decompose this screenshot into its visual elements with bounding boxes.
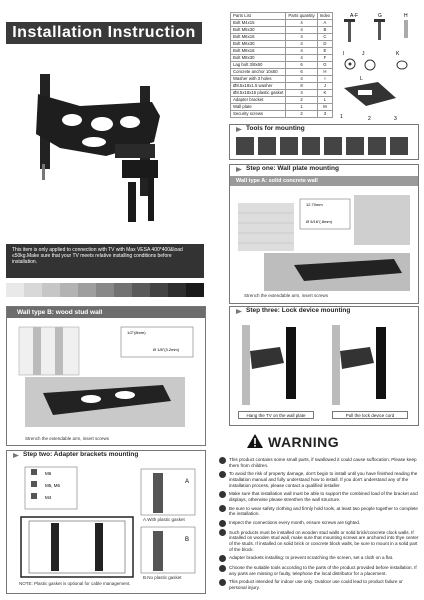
table-row	[231, 111, 333, 118]
warning-item	[219, 457, 419, 468]
table-cell: I	[317, 76, 333, 83]
warning-item	[219, 506, 419, 517]
warning-text: Inspect the connections every month, ensure screws are tighted.	[229, 520, 361, 526]
table-cell: K	[317, 90, 333, 97]
table-cell: 4	[286, 76, 317, 83]
warning-list	[219, 457, 419, 594]
table-row	[231, 104, 333, 111]
table-cell: H	[317, 69, 333, 76]
parts-table-body	[231, 20, 333, 118]
hardware-label: J	[362, 51, 365, 57]
warning-text: Choose the suitable tools according to the parts of the product provided before installation. If any parts are missing or faulty, telephone the local distributor for a placement.	[229, 565, 417, 576]
hardware-label: G	[378, 13, 382, 19]
dimension-label: 1/2"(8mm)	[127, 330, 146, 335]
warning-title: WARNING	[268, 434, 340, 450]
swatch	[186, 283, 204, 297]
swatch	[24, 283, 42, 297]
table-row	[231, 69, 333, 76]
swatch	[132, 283, 150, 297]
bullet-icon	[219, 529, 226, 536]
step-three-caption-right: Pull the lock device cord	[332, 411, 408, 419]
table-cell: Adapter bracket	[231, 97, 286, 104]
warning-text: This product contains some small parts, if swallowed it could cause suffocation. Please keep them from children.	[229, 457, 417, 468]
swatch	[96, 283, 114, 297]
table-cell: Bolt M4x15	[231, 20, 286, 27]
wall-type-a-label: Wall type A: solid concrete wall	[230, 176, 418, 186]
tool-icon	[346, 137, 364, 155]
swatch	[168, 283, 186, 297]
warning-item	[219, 530, 419, 552]
table-cell: A	[317, 20, 333, 27]
wood-stud-diagram	[13, 321, 201, 433]
table-row	[231, 27, 333, 34]
step-three-caption-left: Hang the TV on the wall plate	[238, 411, 314, 419]
table-row	[231, 55, 333, 62]
hardware-label: I	[343, 51, 345, 57]
table-cell: 4	[286, 90, 317, 97]
table-row	[231, 20, 333, 27]
hardware-label: 2	[368, 116, 371, 122]
option-a-marker: A	[185, 479, 190, 485]
swatch	[150, 283, 168, 297]
swatch	[114, 283, 132, 297]
table-cell: Bolt M6x30	[231, 41, 286, 48]
table-cell: L	[317, 97, 333, 104]
table-cell: 4	[286, 41, 317, 48]
table-cell: Wall plate	[231, 104, 286, 111]
swatch	[42, 283, 60, 297]
dimension-label: 12.70mm	[306, 202, 323, 207]
table-row	[231, 48, 333, 55]
table-cell: G	[317, 62, 333, 69]
table-cell: 2	[286, 111, 317, 118]
warning-icon	[246, 433, 264, 449]
bullet-icon	[219, 471, 226, 478]
swatch	[6, 283, 24, 297]
table-header-row	[231, 13, 333, 20]
tool-icon	[302, 137, 320, 155]
hardware-label: 1	[340, 114, 343, 120]
table-cell: M	[317, 104, 333, 111]
warning-text: This product intended for indoor use only. Outdoor use could lead to product failure or personal injury.	[229, 579, 403, 590]
warning-text: Make sure that installation wall must be able to support the combined load of the bracket and displays, otherwise please strenthen the wall structure.	[229, 491, 418, 502]
warning-text: To avoid the risk of property damage, don't begin to install until you have finished reading the installation manual and fully understand how to install. If you don't understand any of the installation process, please contact a qualified installer.	[229, 471, 418, 488]
lock-device-diagram	[236, 321, 414, 407]
column-header: Parts quantity	[286, 13, 317, 20]
screw-size-label: M4	[45, 495, 52, 500]
warning-item	[219, 471, 419, 488]
table-cell: Ø8.5x18x1.5 washer	[231, 83, 286, 90]
dimension-label: Ø 1/8"(3.2mm)	[153, 347, 180, 352]
table-row	[231, 90, 333, 97]
table-cell: J	[317, 83, 333, 90]
wall-type-b-title: Wall type B: wood stud wall	[7, 307, 205, 318]
step-two-section	[6, 450, 206, 594]
warning-item	[219, 579, 419, 590]
step-three-section	[229, 306, 419, 426]
table-row	[231, 62, 333, 69]
tools-title: Tools for mounting	[236, 124, 305, 134]
step-one-title: Step one: Wall plate mounting	[236, 164, 339, 174]
tool-icon	[390, 137, 408, 155]
bullet-icon	[219, 555, 226, 562]
bullet-icon	[219, 491, 226, 498]
option-b-caption: B.No plastic gasket	[143, 575, 182, 580]
table-cell: 4	[286, 55, 317, 62]
tool-icon	[236, 137, 254, 155]
page-title: Installation Instruction	[6, 22, 202, 44]
warning-item	[219, 520, 419, 527]
table-cell: 1	[286, 104, 317, 111]
table-cell: Security screws	[231, 111, 286, 118]
table-cell: 2	[286, 97, 317, 104]
step-one-caption: Strench the extendable arm, insert screws	[244, 293, 329, 298]
grayscale-swatch-strip	[6, 283, 204, 297]
hardware-label: L	[360, 76, 363, 82]
table-cell: 6	[286, 62, 317, 69]
table-cell: 3	[317, 111, 333, 118]
table-cell: 4	[286, 34, 317, 41]
screw-size-label: M5, M6	[45, 483, 61, 488]
table-cell: Ø8.5x18x15 plastic gasket	[231, 90, 286, 97]
table-cell: Bolt M5x30	[231, 27, 286, 34]
table-cell: 6	[286, 69, 317, 76]
adapter-brackets-diagram	[11, 463, 203, 583]
step-one-section	[229, 164, 419, 304]
hardware-label: K	[396, 51, 400, 57]
table-cell: Concrete anchor 10x50	[231, 69, 286, 76]
hardware-label: A-F	[350, 13, 359, 19]
table-row	[231, 83, 333, 90]
tool-icon	[280, 137, 298, 155]
warning-item	[219, 491, 419, 502]
option-b-marker: B	[185, 537, 190, 543]
table-cell: E	[317, 48, 333, 55]
table-row	[231, 41, 333, 48]
warning-text: Such products must be installed on wooden stud walls or solid brick/concrete clock walls. If installed on wooden stud wall, make sure that mounting screws are anchored into thye center of the studs. If installed on solid brick or concrete block walls, be sure to mount in a solid part of the block.	[229, 529, 419, 552]
tools-icons	[236, 137, 412, 157]
table-row	[231, 97, 333, 104]
table-cell: C	[317, 34, 333, 41]
tool-icon	[258, 137, 276, 155]
table-row	[231, 76, 333, 83]
swatch	[60, 283, 78, 297]
bullet-icon	[219, 565, 226, 572]
table-cell: F	[317, 55, 333, 62]
tv-mount-product-image	[20, 64, 200, 234]
table-cell: 4	[286, 27, 317, 34]
bullet-icon	[219, 505, 226, 512]
table-cell: Washer with 3 holes	[231, 76, 286, 83]
table-cell: 8	[286, 83, 317, 90]
step-three-title: Step three: Lock device mounting	[236, 306, 350, 316]
bullet-icon	[219, 579, 226, 586]
screw-size-label: M6	[45, 471, 52, 476]
wall-type-b-section	[6, 306, 206, 446]
warning-text: Adapter brackets installing: to prevent scratching the screen, set a cloth on a flat.	[229, 555, 394, 561]
tool-icon	[324, 137, 342, 155]
bullet-icon	[219, 520, 226, 527]
option-a-caption: A.With plastic gasket	[143, 517, 185, 522]
warning-item	[219, 555, 419, 562]
table-cell: D	[317, 41, 333, 48]
table-cell: 4	[286, 20, 317, 27]
column-header: Parts List	[231, 13, 286, 20]
warning-text: Be sure to wear safety clothing and firmly hold tools, at least two people together to complete the installation.	[229, 505, 418, 517]
concrete-wall-diagram	[234, 189, 414, 293]
hardware-illustration	[338, 10, 422, 124]
vesa-notice: This item is only applied to connection with TV with Max VESA 400*400&load ≤50kg.Make sure that your TV meets relative installing conditions before installation.	[6, 244, 204, 278]
wall-type-b-caption: Strench the extendable arm, insert screws	[25, 436, 110, 441]
dimension-label: Ø 5/16"(.8mm)	[306, 219, 333, 224]
hardware-label: 3	[394, 116, 397, 122]
table-cell: Bolt M6x16	[231, 34, 286, 41]
table-cell: Bolt M8x16	[231, 48, 286, 55]
bullet-icon	[219, 457, 226, 464]
tools-section	[229, 124, 419, 160]
table-row	[231, 34, 333, 41]
table-cell: Bolt M8x30	[231, 55, 286, 62]
parts-list-table	[230, 12, 333, 118]
table-cell: B	[317, 27, 333, 34]
swatch	[78, 283, 96, 297]
step-two-note: NOTE: Plastic gasket is optional for cable management.	[19, 581, 131, 586]
tool-icon	[368, 137, 386, 155]
step-two-title: Step two: Adapter brackets mounting	[13, 450, 138, 460]
table-cell: 4	[286, 48, 317, 55]
warning-item	[219, 565, 419, 576]
table-cell: Lag bolt 3/8x60	[231, 62, 286, 69]
hardware-label: H	[404, 13, 408, 19]
column-header: Index	[317, 13, 333, 20]
